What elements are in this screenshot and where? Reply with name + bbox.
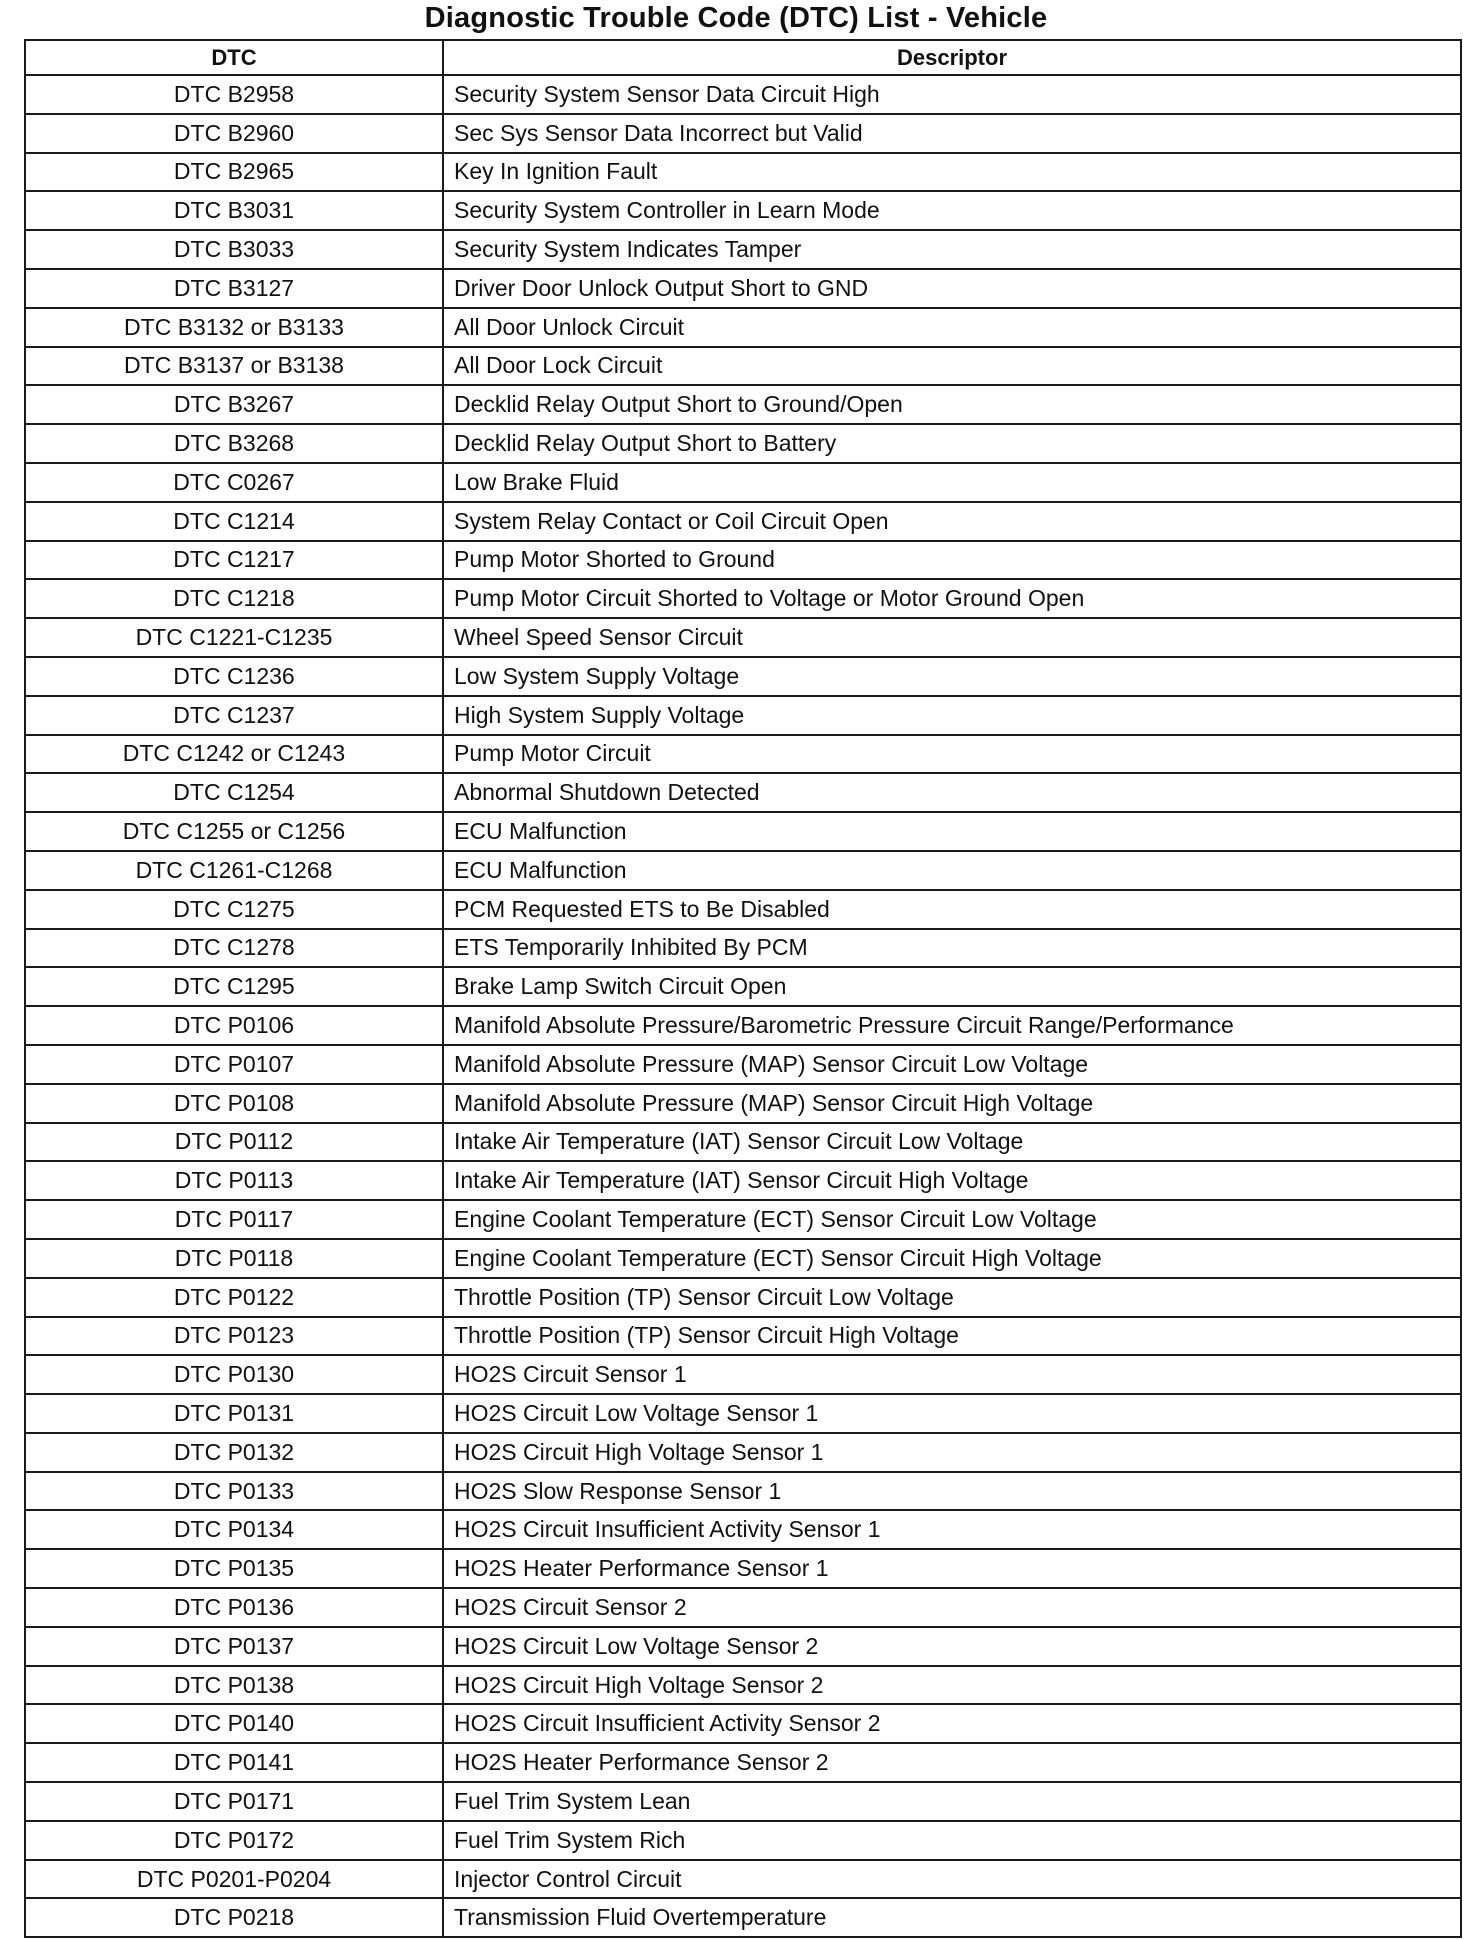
table-row bbox=[25, 1743, 1461, 1782]
table-header-row bbox=[25, 40, 1461, 75]
dtc-code-cell: DTC P0132 bbox=[25, 1433, 443, 1472]
table-row bbox=[25, 1666, 1461, 1705]
table-row bbox=[25, 463, 1461, 502]
dtc-descriptor-cell: HO2S Circuit Sensor 2 bbox=[443, 1588, 1461, 1627]
dtc-code-cell: DTC B3031 bbox=[25, 191, 443, 230]
table-row bbox=[25, 1084, 1461, 1123]
dtc-code-cell: DTC C1237 bbox=[25, 696, 443, 735]
dtc-descriptor-cell: Throttle Position (TP) Sensor Circuit High Voltage bbox=[443, 1317, 1461, 1356]
dtc-descriptor-cell: Transmission Fluid Overtemperature bbox=[443, 1898, 1461, 1937]
dtc-code-cell: DTC C1295 bbox=[25, 967, 443, 1006]
dtc-code-cell: DTC P0117 bbox=[25, 1200, 443, 1239]
table-row bbox=[25, 153, 1461, 192]
dtc-descriptor-cell: HO2S Circuit High Voltage Sensor 2 bbox=[443, 1666, 1461, 1705]
dtc-code-cell: DTC C0267 bbox=[25, 463, 443, 502]
dtc-code-cell: DTC C1255 or C1256 bbox=[25, 812, 443, 851]
table-row bbox=[25, 1860, 1461, 1899]
table-row bbox=[25, 1510, 1461, 1549]
dtc-code-cell: DTC P0136 bbox=[25, 1588, 443, 1627]
dtc-code-cell: DTC B2965 bbox=[25, 153, 443, 192]
dtc-code-cell: DTC P0140 bbox=[25, 1704, 443, 1743]
dtc-code-cell: DTC P0218 bbox=[25, 1898, 443, 1937]
table-body bbox=[25, 75, 1461, 1937]
table-row bbox=[25, 1239, 1461, 1278]
table-row bbox=[25, 1394, 1461, 1433]
dtc-code-cell: DTC P0141 bbox=[25, 1743, 443, 1782]
dtc-descriptor-cell: Manifold Absolute Pressure (MAP) Sensor Circuit High Voltage bbox=[443, 1084, 1461, 1123]
dtc-code-cell: DTC P0107 bbox=[25, 1045, 443, 1084]
table-row bbox=[25, 1006, 1461, 1045]
dtc-descriptor-cell: All Door Unlock Circuit bbox=[443, 308, 1461, 347]
dtc-code-cell: DTC P0138 bbox=[25, 1666, 443, 1705]
dtc-descriptor-cell: Fuel Trim System Rich bbox=[443, 1821, 1461, 1860]
table-row bbox=[25, 657, 1461, 696]
dtc-descriptor-cell: Engine Coolant Temperature (ECT) Sensor Circuit High Voltage bbox=[443, 1239, 1461, 1278]
table-row bbox=[25, 347, 1461, 386]
column-header-dtc: DTC bbox=[25, 40, 443, 75]
table-row bbox=[25, 1161, 1461, 1200]
dtc-code-cell: DTC P0113 bbox=[25, 1161, 443, 1200]
page-title: Diagnostic Trouble Code (DTC) List - Vehicle bbox=[424, 2, 1048, 34]
dtc-descriptor-cell: Pump Motor Circuit Shorted to Voltage or Motor Ground Open bbox=[443, 579, 1461, 618]
dtc-descriptor-cell: Low System Supply Voltage bbox=[443, 657, 1461, 696]
dtc-descriptor-cell: Fuel Trim System Lean bbox=[443, 1782, 1461, 1821]
dtc-code-cell: DTC P0201-P0204 bbox=[25, 1860, 443, 1899]
dtc-code-cell: DTC P0123 bbox=[25, 1317, 443, 1356]
dtc-code-cell: DTC P0134 bbox=[25, 1510, 443, 1549]
dtc-code-cell: DTC C1236 bbox=[25, 657, 443, 696]
dtc-descriptor-cell: Security System Indicates Tamper bbox=[443, 230, 1461, 269]
dtc-code-cell: DTC B2958 bbox=[25, 75, 443, 114]
dtc-descriptor-cell: Manifold Absolute Pressure (MAP) Sensor Circuit Low Voltage bbox=[443, 1045, 1461, 1084]
dtc-code-cell: DTC B3132 or B3133 bbox=[25, 308, 443, 347]
dtc-descriptor-cell: Low Brake Fluid bbox=[443, 463, 1461, 502]
dtc-code-cell: DTC C1217 bbox=[25, 541, 443, 580]
dtc-descriptor-cell: All Door Lock Circuit bbox=[443, 347, 1461, 386]
table-row bbox=[25, 773, 1461, 812]
table-row bbox=[25, 230, 1461, 269]
table-row bbox=[25, 929, 1461, 968]
dtc-code-cell: DTC P0131 bbox=[25, 1394, 443, 1433]
table-row bbox=[25, 1278, 1461, 1317]
dtc-code-cell: DTC B2960 bbox=[25, 114, 443, 153]
table-row bbox=[25, 502, 1461, 541]
table-row bbox=[25, 967, 1461, 1006]
dtc-code-cell: DTC C1221-C1235 bbox=[25, 618, 443, 657]
table-row bbox=[25, 1588, 1461, 1627]
dtc-code-cell: DTC P0137 bbox=[25, 1627, 443, 1666]
dtc-code-cell: DTC P0112 bbox=[25, 1123, 443, 1162]
table-row bbox=[25, 812, 1461, 851]
dtc-descriptor-cell: Brake Lamp Switch Circuit Open bbox=[443, 967, 1461, 1006]
dtc-descriptor-cell: High System Supply Voltage bbox=[443, 696, 1461, 735]
table-row bbox=[25, 1898, 1461, 1937]
table-row bbox=[25, 424, 1461, 463]
table-row bbox=[25, 1433, 1461, 1472]
dtc-descriptor-cell: Abnormal Shutdown Detected bbox=[443, 773, 1461, 812]
dtc-code-cell: DTC C1214 bbox=[25, 502, 443, 541]
dtc-code-cell: DTC P0172 bbox=[25, 1821, 443, 1860]
dtc-descriptor-cell: Manifold Absolute Pressure/Barometric Pressure Circuit Range/Performance bbox=[443, 1006, 1461, 1045]
dtc-code-cell: DTC P0135 bbox=[25, 1549, 443, 1588]
table-row bbox=[25, 75, 1461, 114]
dtc-code-cell: DTC B3127 bbox=[25, 269, 443, 308]
dtc-code-cell: DTC P0106 bbox=[25, 1006, 443, 1045]
table-row bbox=[25, 1821, 1461, 1860]
dtc-descriptor-cell: Wheel Speed Sensor Circuit bbox=[443, 618, 1461, 657]
table-row bbox=[25, 1549, 1461, 1588]
table-row bbox=[25, 1317, 1461, 1356]
dtc-code-cell: DTC B3267 bbox=[25, 385, 443, 424]
table-row bbox=[25, 618, 1461, 657]
dtc-code-cell: DTC P0130 bbox=[25, 1355, 443, 1394]
dtc-descriptor-cell: HO2S Circuit High Voltage Sensor 1 bbox=[443, 1433, 1461, 1472]
dtc-code-cell: DTC C1254 bbox=[25, 773, 443, 812]
dtc-code-cell: DTC C1261-C1268 bbox=[25, 851, 443, 890]
dtc-descriptor-cell: HO2S Circuit Low Voltage Sensor 2 bbox=[443, 1627, 1461, 1666]
dtc-code-cell: DTC P0118 bbox=[25, 1239, 443, 1278]
dtc-descriptor-cell: Engine Coolant Temperature (ECT) Sensor Circuit Low Voltage bbox=[443, 1200, 1461, 1239]
dtc-code-cell: DTC P0171 bbox=[25, 1782, 443, 1821]
table-row bbox=[25, 1045, 1461, 1084]
dtc-descriptor-cell: Security System Controller in Learn Mode bbox=[443, 191, 1461, 230]
table-row bbox=[25, 1123, 1461, 1162]
table-row bbox=[25, 269, 1461, 308]
dtc-code-cell: DTC C1218 bbox=[25, 579, 443, 618]
dtc-table bbox=[24, 39, 1462, 1938]
dtc-descriptor-cell: System Relay Contact or Coil Circuit Open bbox=[443, 502, 1461, 541]
dtc-descriptor-cell: HO2S Circuit Sensor 1 bbox=[443, 1355, 1461, 1394]
dtc-code-cell: DTC B3268 bbox=[25, 424, 443, 463]
dtc-descriptor-cell: HO2S Heater Performance Sensor 1 bbox=[443, 1549, 1461, 1588]
dtc-descriptor-cell: HO2S Heater Performance Sensor 2 bbox=[443, 1743, 1461, 1782]
column-header-descriptor: Descriptor bbox=[443, 40, 1461, 75]
dtc-descriptor-cell: Pump Motor Shorted to Ground bbox=[443, 541, 1461, 580]
table-row bbox=[25, 308, 1461, 347]
dtc-code-cell: DTC C1242 or C1243 bbox=[25, 735, 443, 774]
table-row bbox=[25, 1200, 1461, 1239]
dtc-descriptor-cell: Driver Door Unlock Output Short to GND bbox=[443, 269, 1461, 308]
table-row bbox=[25, 579, 1461, 618]
dtc-descriptor-cell: Intake Air Temperature (IAT) Sensor Circuit High Voltage bbox=[443, 1161, 1461, 1200]
dtc-code-cell: DTC P0108 bbox=[25, 1084, 443, 1123]
dtc-descriptor-cell: Injector Control Circuit bbox=[443, 1860, 1461, 1899]
dtc-descriptor-cell: Throttle Position (TP) Sensor Circuit Low Voltage bbox=[443, 1278, 1461, 1317]
dtc-descriptor-cell: Pump Motor Circuit bbox=[443, 735, 1461, 774]
dtc-code-cell: DTC B3033 bbox=[25, 230, 443, 269]
dtc-descriptor-cell: HO2S Circuit Low Voltage Sensor 1 bbox=[443, 1394, 1461, 1433]
dtc-descriptor-cell: HO2S Circuit Insufficient Activity Sensor 1 bbox=[443, 1510, 1461, 1549]
dtc-descriptor-cell: HO2S Slow Response Sensor 1 bbox=[443, 1472, 1461, 1511]
table-row bbox=[25, 1704, 1461, 1743]
dtc-descriptor-cell: HO2S Circuit Insufficient Activity Sensor 2 bbox=[443, 1704, 1461, 1743]
dtc-descriptor-cell: Sec Sys Sensor Data Incorrect but Valid bbox=[443, 114, 1461, 153]
table-row bbox=[25, 1472, 1461, 1511]
dtc-code-cell: DTC C1275 bbox=[25, 890, 443, 929]
dtc-code-cell: DTC P0133 bbox=[25, 1472, 443, 1511]
dtc-descriptor-cell: ETS Temporarily Inhibited By PCM bbox=[443, 929, 1461, 968]
table-row bbox=[25, 696, 1461, 735]
dtc-descriptor-cell: Decklid Relay Output Short to Battery bbox=[443, 424, 1461, 463]
table-row bbox=[25, 1355, 1461, 1394]
dtc-code-cell: DTC C1278 bbox=[25, 929, 443, 968]
table-row bbox=[25, 114, 1461, 153]
dtc-code-cell: DTC B3137 or B3138 bbox=[25, 347, 443, 386]
dtc-descriptor-cell: PCM Requested ETS to Be Disabled bbox=[443, 890, 1461, 929]
dtc-descriptor-cell: Security System Sensor Data Circuit High bbox=[443, 75, 1461, 114]
table-row bbox=[25, 1782, 1461, 1821]
dtc-descriptor-cell: Intake Air Temperature (IAT) Sensor Circuit Low Voltage bbox=[443, 1123, 1461, 1162]
table-row bbox=[25, 851, 1461, 890]
dtc-code-cell: DTC P0122 bbox=[25, 1278, 443, 1317]
table-row bbox=[25, 890, 1461, 929]
dtc-descriptor-cell: ECU Malfunction bbox=[443, 851, 1461, 890]
dtc-descriptor-cell: ECU Malfunction bbox=[443, 812, 1461, 851]
dtc-descriptor-cell: Decklid Relay Output Short to Ground/Open bbox=[443, 385, 1461, 424]
table-row bbox=[25, 385, 1461, 424]
table-row bbox=[25, 191, 1461, 230]
table-row bbox=[25, 541, 1461, 580]
table-row bbox=[25, 735, 1461, 774]
table-row bbox=[25, 1627, 1461, 1666]
dtc-descriptor-cell: Key In Ignition Fault bbox=[443, 153, 1461, 192]
